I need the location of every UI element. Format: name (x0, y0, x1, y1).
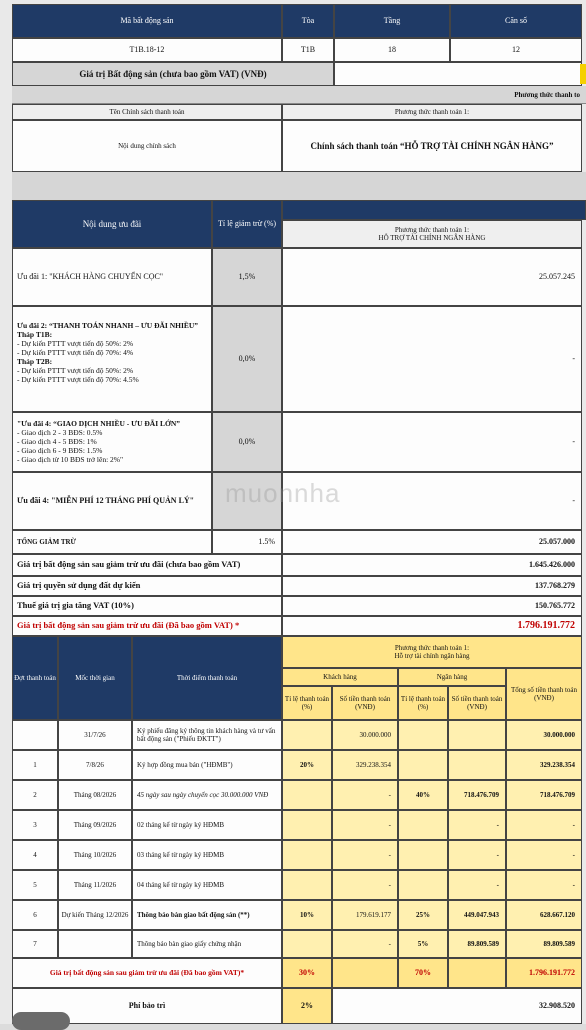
unit-code: T1B.18-12 (12, 38, 282, 62)
schedule-cell-desc: 03 tháng kể từ ngày ký HĐMB (132, 840, 282, 870)
promo-content-header: Nội dung ưu đãi (12, 200, 212, 248)
schedule-cell-c-amt: 179.619.177 (332, 900, 398, 930)
schedule-cell-c-amt: 30.000.000 (332, 720, 398, 750)
schedule-method-header (282, 636, 582, 668)
method-strip-label: Phương thức thanh to (514, 90, 580, 99)
unit-floor: 18 (334, 38, 450, 62)
schedule-cell-no: 1 (12, 750, 58, 780)
total-discount-label: TỔNG GIẢM TRỪ (12, 530, 212, 554)
schedule-cell-no: 5 (12, 870, 58, 900)
offer4b-text: Ưu đãi 4: "MIỄN PHÍ 12 THÁNG PHÍ QUẢN LÝ" (12, 472, 212, 530)
schedule-cell-date: Tháng 09/2026 (58, 810, 132, 840)
schedule-cell-c-amt: 329.238.354 (332, 750, 398, 780)
schedule-cell-desc: 45 ngày sau ngày chuyển cọc 30.000.000 VNĐ (132, 780, 282, 810)
promo-method-line1: Phương thức thanh toán 1: (394, 226, 470, 234)
total-discount-value: 25.057.000 (282, 530, 582, 554)
schedule-cell-c-rate (282, 720, 332, 750)
schedule-cell-total: 718.476.709 (506, 780, 582, 810)
schedule-cell-b-rate (398, 750, 448, 780)
schedule-total-value: 1.796.191.772 (506, 958, 582, 988)
schedule-cell-c-amt: - (332, 840, 398, 870)
offer2-text (12, 306, 212, 412)
schedule-cell-c-amt: - (332, 930, 398, 958)
schedule-cell-no (12, 720, 58, 750)
offer2-rate: 0,0% (212, 306, 282, 412)
summary-vat-label: Thuế giá trị gia tăng VAT (10%) (12, 596, 282, 616)
property-value-cell (334, 62, 582, 86)
schedule-cell-total: 89.809.589 (506, 930, 582, 958)
schedule-cell-c-rate: 10% (282, 900, 332, 930)
schedule-customer-rate-header: Tỉ lệ thanh toán (%) (282, 686, 332, 720)
spacer-band (12, 172, 586, 200)
offer2-title: Ưu đãi 2: “THANH TOÁN NHANH – ƯU ĐÃI NHIỀU” (17, 321, 199, 330)
schedule-period-header: Đợt thanh toán (12, 636, 58, 720)
schedule-total-c-amt (332, 958, 398, 988)
offer1-text: Ưu đãi 1: "KHÁCH HÀNG CHUYỂN CỌC" (12, 248, 212, 306)
policy-name-label: Tên Chính sách thanh toán (12, 104, 282, 120)
schedule-customer-amount-header: Số tiền thanh toán (VNĐ) (332, 686, 398, 720)
policy-content-label: Nội dung chính sách (12, 120, 282, 172)
schedule-cell-date: Tháng 10/2026 (58, 840, 132, 870)
schedule-cell-b-amt: - (448, 810, 506, 840)
schedule-bank-header: Ngân hàng (398, 668, 506, 686)
summary-land-value: 137.768.279 (282, 576, 582, 596)
schedule-cell-no: 4 (12, 840, 58, 870)
policy-method-label: Phương thức thanh toán 1: (282, 104, 582, 120)
schedule-bank-rate-header: Tỉ lệ thanh toán (%) (398, 686, 448, 720)
offer2-t2b-a: - Dự kiến PTTT vượt tiến độ 50%: 2% (17, 366, 134, 375)
watermark-logo: muonnha (225, 478, 341, 508)
schedule-cell-c-rate (282, 840, 332, 870)
maintenance-fee-value: 32.908.520 (332, 988, 582, 1024)
schedule-cell-b-amt (448, 720, 506, 750)
schedule-cell-b-rate: 40% (398, 780, 448, 810)
schedule-cell-b-amt (448, 750, 506, 780)
header-floor-label: Tầng (334, 4, 450, 38)
offer2-t1b: Tháp T1B: (17, 330, 53, 339)
schedule-total-b-amt (448, 958, 506, 988)
policy-content-value: Chính sách thanh toán “HỖ TRỢ TÀI CHÍNH NGÂN HÀNG” (282, 120, 582, 172)
schedule-cell-date: 7/8/26 (58, 750, 132, 780)
offer4a-title: "Ưu đãi 4: “GIAO DỊCH NHIỀU - ƯU ĐÃI LỚN” (17, 419, 180, 428)
summary-after-discount-value: 1.645.426.000 (282, 554, 582, 576)
schedule-cell-date (58, 930, 132, 958)
schedule-cell-desc: 02 tháng kể từ ngày ký HĐMB (132, 810, 282, 840)
summary-after-discount-label: Giá trị bất động sản sau giảm trừ ưu đãi (chưa bao gồm VAT) (12, 554, 282, 576)
maintenance-fee-rate: 2% (282, 988, 332, 1024)
schedule-cell-b-rate (398, 840, 448, 870)
schedule-cell-no: 2 (12, 780, 58, 810)
overlay-handle[interactable] (12, 1012, 70, 1030)
schedule-cell-c-rate (282, 810, 332, 840)
schedule-cell-no: 7 (12, 930, 58, 958)
schedule-cell-b-rate: 25% (398, 900, 448, 930)
offer4a-l4: - Giao dịch từ 10 BĐS trở lên: 2%" (17, 455, 124, 464)
offer4a-l3: - Giao dịch 6 - 9 BĐS: 1.5% (17, 446, 103, 455)
offer2-t1b-b: - Dự kiến PTTT vượt tiến độ 70%: 4% (17, 348, 134, 357)
header-code-label: Mã bất động sản (12, 4, 282, 38)
schedule-cell-c-amt: - (332, 810, 398, 840)
schedule-cell-total: - (506, 840, 582, 870)
schedule-cell-desc: Ký phiếu đăng ký thông tin khách hàng và tư vấn bất động sản ("Phiếu ĐKTT") (132, 720, 282, 750)
offer1-rate: 1,5% (212, 248, 282, 306)
schedule-cell-date: Tháng 08/2026 (58, 780, 132, 810)
offer4a-rate: 0,0% (212, 412, 282, 472)
schedule-cell-b-rate: 5% (398, 930, 448, 958)
schedule-cell-b-amt: 449.047.943 (448, 900, 506, 930)
schedule-cell-b-rate (398, 720, 448, 750)
offer2-value: - (282, 306, 582, 412)
schedule-cell-date: Tháng 11/2026 (58, 870, 132, 900)
total-discount-rate: 1.5% (212, 530, 282, 554)
schedule-cell-no: 6 (12, 900, 58, 930)
schedule-total-c-rate: 30% (282, 958, 332, 988)
offer4b-value: - (282, 472, 582, 530)
schedule-cell-c-rate (282, 870, 332, 900)
schedule-method-title: Phương thức thanh toán 1: (394, 644, 470, 652)
summary-total-value: 1.796.191.772 (282, 616, 582, 636)
unit-tower: T1B (282, 38, 334, 62)
schedule-cell-b-rate (398, 810, 448, 840)
unit-number: 12 (450, 38, 582, 62)
schedule-cell-desc: Thông báo bàn giao bất động sản (**) (132, 900, 282, 930)
schedule-cell-date: Dự kiến Tháng 12/2026 (58, 900, 132, 930)
schedule-method-sub: Hỗ trợ tài chính ngân hàng (394, 652, 470, 661)
schedule-cell-c-rate (282, 930, 332, 958)
schedule-total-label: Giá trị bất động sản sau giảm trừ ưu đãi (Đã bao gồm VAT)* (12, 958, 282, 988)
schedule-cell-c-amt: - (332, 780, 398, 810)
schedule-customer-header: Khách hàng (282, 668, 398, 686)
schedule-milestone-header: Mốc thời gian (58, 636, 132, 720)
promo-rate-header: Tỉ lệ giảm trừ (%) (212, 200, 282, 248)
offer1-value: 25.057.245 (282, 248, 582, 306)
schedule-total-header: Tổng số tiền thanh toán (VNĐ) (506, 668, 582, 720)
offer2-t2b: Tháp T2B: (17, 357, 53, 366)
summary-vat-value: 150.765.772 (282, 596, 582, 616)
schedule-cell-no: 3 (12, 810, 58, 840)
schedule-cell-desc: Ký hợp đồng mua bán ("HĐMB") (132, 750, 282, 780)
schedule-cell-total: 329.238.354 (506, 750, 582, 780)
schedule-cell-c-rate: 20% (282, 750, 332, 780)
schedule-cell-total: - (506, 870, 582, 900)
schedule-bank-amount-header: Số tiền thanh toán (VNĐ) (448, 686, 506, 720)
offer4a-l2: - Giao dịch 4 - 5 BĐS: 1% (17, 437, 97, 446)
offer2-t2b-b: - Dự kiến PTTT vượt tiến độ 70%: 4.5% (17, 375, 139, 384)
offer4a-text (12, 412, 212, 472)
schedule-cell-c-rate (282, 780, 332, 810)
schedule-cell-total: - (506, 810, 582, 840)
schedule-cell-b-amt: 718.476.709 (448, 780, 506, 810)
promo-method-line2: HỖ TRỢ TÀI CHÍNH NGÂN HÀNG (378, 234, 486, 243)
schedule-cell-desc: 04 tháng kể từ ngày ký HĐMB (132, 870, 282, 900)
offer4a-value: - (282, 412, 582, 472)
offer4a-l1: - Giao dịch 2 - 3 BĐS: 0.5% (17, 428, 103, 437)
schedule-cell-c-amt: - (332, 870, 398, 900)
promo-method-header (282, 220, 582, 248)
schedule-cell-date: 31/7/26 (58, 720, 132, 750)
schedule-cell-b-amt: 89.809.589 (448, 930, 506, 958)
maintenance-fee-label: Phí bảo trì (12, 988, 282, 1024)
schedule-cell-total: 30.000.000 (506, 720, 582, 750)
yellow-marker (580, 64, 586, 84)
schedule-cell-total: 628.667.120 (506, 900, 582, 930)
header-unit-label: Căn số (450, 4, 582, 38)
summary-total-label: Giá trị bất động sản sau giảm trừ ưu đãi (Đã bao gồm VAT) * (12, 616, 282, 636)
header-tower-label: Tòa (282, 4, 334, 38)
schedule-cell-desc: Thông báo bàn giao giấy chứng nhận (132, 930, 282, 958)
schedule-cell-b-amt: - (448, 840, 506, 870)
schedule-total-b-rate: 70% (398, 958, 448, 988)
offer2-t1b-a: - Dự kiến PTTT vượt tiến độ 50%: 2% (17, 339, 134, 348)
property-value-label: Giá trị Bất động sản (chưa bao gồm VAT) (VNĐ) (12, 62, 334, 86)
schedule-cell-b-amt: - (448, 870, 506, 900)
schedule-time-header: Thời điểm thanh toán (132, 636, 282, 720)
summary-land-label: Giá trị quyền sử dụng đất dự kiến (12, 576, 282, 596)
schedule-cell-b-rate (398, 870, 448, 900)
promo-method-header-band (282, 200, 586, 220)
